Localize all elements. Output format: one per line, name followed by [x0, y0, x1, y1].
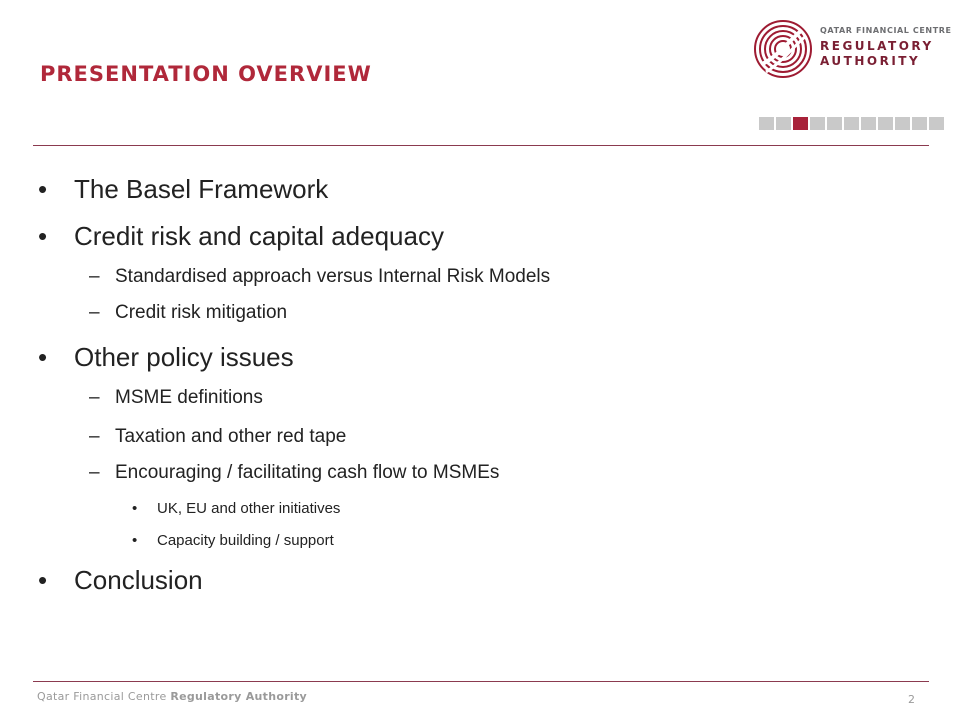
outline-subitem-text: MSME definitions [115, 387, 263, 408]
dash-marker: – [89, 302, 100, 323]
dash-marker: – [89, 462, 100, 483]
logo-line-authority: AUTHORITY [820, 54, 921, 68]
outline-subitem-text: Taxation and other red tape [115, 426, 347, 447]
slide-title: PRESENTATION OVERVIEW [40, 62, 372, 86]
footer-organization [37, 690, 307, 703]
outline-item-text: Credit risk and capital adequacy [74, 221, 444, 251]
footer-org-strong: Regulatory Authority [170, 690, 308, 703]
outline-subsubitem-text: Capacity building / support [157, 532, 334, 549]
outline-item-text: The Basel Framework [74, 174, 329, 204]
outline-subitem-text: Credit risk mitigation [115, 302, 288, 323]
logo-line-regulatory: REGULATORY [820, 39, 934, 53]
outline-subitem-text: Standardised approach versus Internal Risk Models [115, 266, 551, 287]
footer-divider [33, 681, 929, 682]
dash-marker: – [89, 266, 100, 287]
bullet-dot: • [38, 342, 48, 372]
bullet-dot: • [132, 500, 138, 517]
outline-subsubitem-text: UK, EU and other initiatives [157, 500, 341, 517]
logo-line-qfc: QATAR FINANCIAL CENTRE [820, 26, 952, 35]
dash-marker: – [89, 387, 100, 408]
outline-subitem-text: Encouraging / facilitating cash flow to MSMEs [115, 462, 500, 483]
page-number: 2 [908, 693, 915, 706]
bullet-dot: • [38, 565, 48, 595]
outline-item-text: Other policy issues [74, 342, 294, 372]
dash-marker: – [89, 426, 100, 447]
outline-item-text: Conclusion [74, 565, 203, 595]
bullet-dot: • [38, 221, 48, 251]
bullet-dot: • [38, 174, 48, 204]
footer-org-prefix: Qatar Financial Centre [37, 690, 167, 703]
bullet-dot: • [132, 532, 138, 549]
